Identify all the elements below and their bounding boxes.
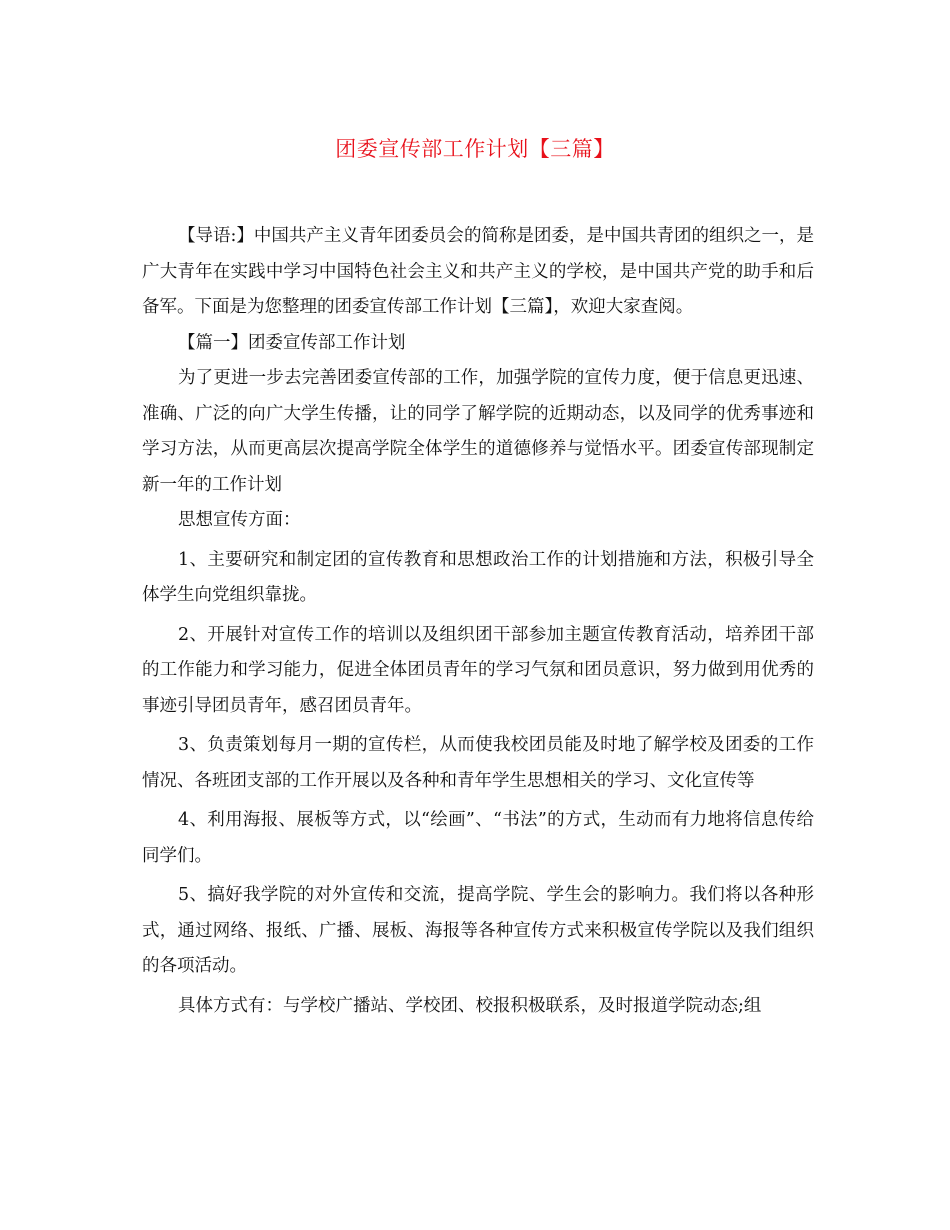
subsection-heading: 思想宣传方面： bbox=[178, 510, 301, 530]
document-title: 团委宣传部工作计划【三篇】 bbox=[335, 137, 615, 161]
body-paragraph: 为了更进一步去完善团委宣传部的工作，加强学院的宣传力度，便于信息更迅速、准确、广泛的向广大学生传播，让的同学了解学院的近期动态，以及同学的优秀事迹和学习方法，从而更高层次提高学院全体学生的道德修养与觉悟水平。团委宣传部现制定新一年的工作计划 bbox=[142, 368, 814, 495]
list-item: 2、开展针对宣传工作的培训以及组织团干部参加主题宣传教育活动，培养团干部的工作能力和学习能力，促进全体团员青年的学习气氛和团员意识，努力做到用优秀的事迹引导团员青年，感召团员青年。 bbox=[142, 624, 814, 716]
document-body bbox=[142, 219, 814, 1024]
intro-paragraph: 【导语:】中国共产主义青年团委员会的简称是团委，是中国共青团的组织之一，是广大青年在实践中学习中国特色社会主义和共产主义的学校，是中国共产党的助手和后备军。下面是为您整理的团委宣传部工作计划【三篇】，欢迎大家查阅。 bbox=[142, 226, 814, 317]
list-item: 5、搞好我学院的对外宣传和交流，提高学院、学生会的影响力。我们将以各种形式，通过网络、报纸、广播、展板、海报等各种宣传方式来积极宣传学院以及我们组织的各项活动。 bbox=[142, 885, 814, 976]
list-item: 1、主要研究和制定团的宣传教育和思想政治工作的计划措施和方法，积极引导全体学生向党组织靠拢。 bbox=[142, 549, 814, 605]
list-item: 4、利用海报、展板等方式，以“绘画”、“书法”的方式，生动而有力地将信息传给同学们。 bbox=[142, 810, 814, 866]
body-paragraph: 具体方式有：与学校广播站、学校团、校报积极联系，及时报道学院动态;组 bbox=[178, 995, 762, 1016]
list-item: 3、负责策划每月一期的宣传栏，从而使我校团员能及时地了解学校及团委的工作情况、各班团支部的工作开展以及各种和青年学生思想相关的学习、文化宣传等 bbox=[142, 735, 814, 791]
section-heading: 【篇一】团委宣传部工作计划 bbox=[178, 332, 406, 353]
